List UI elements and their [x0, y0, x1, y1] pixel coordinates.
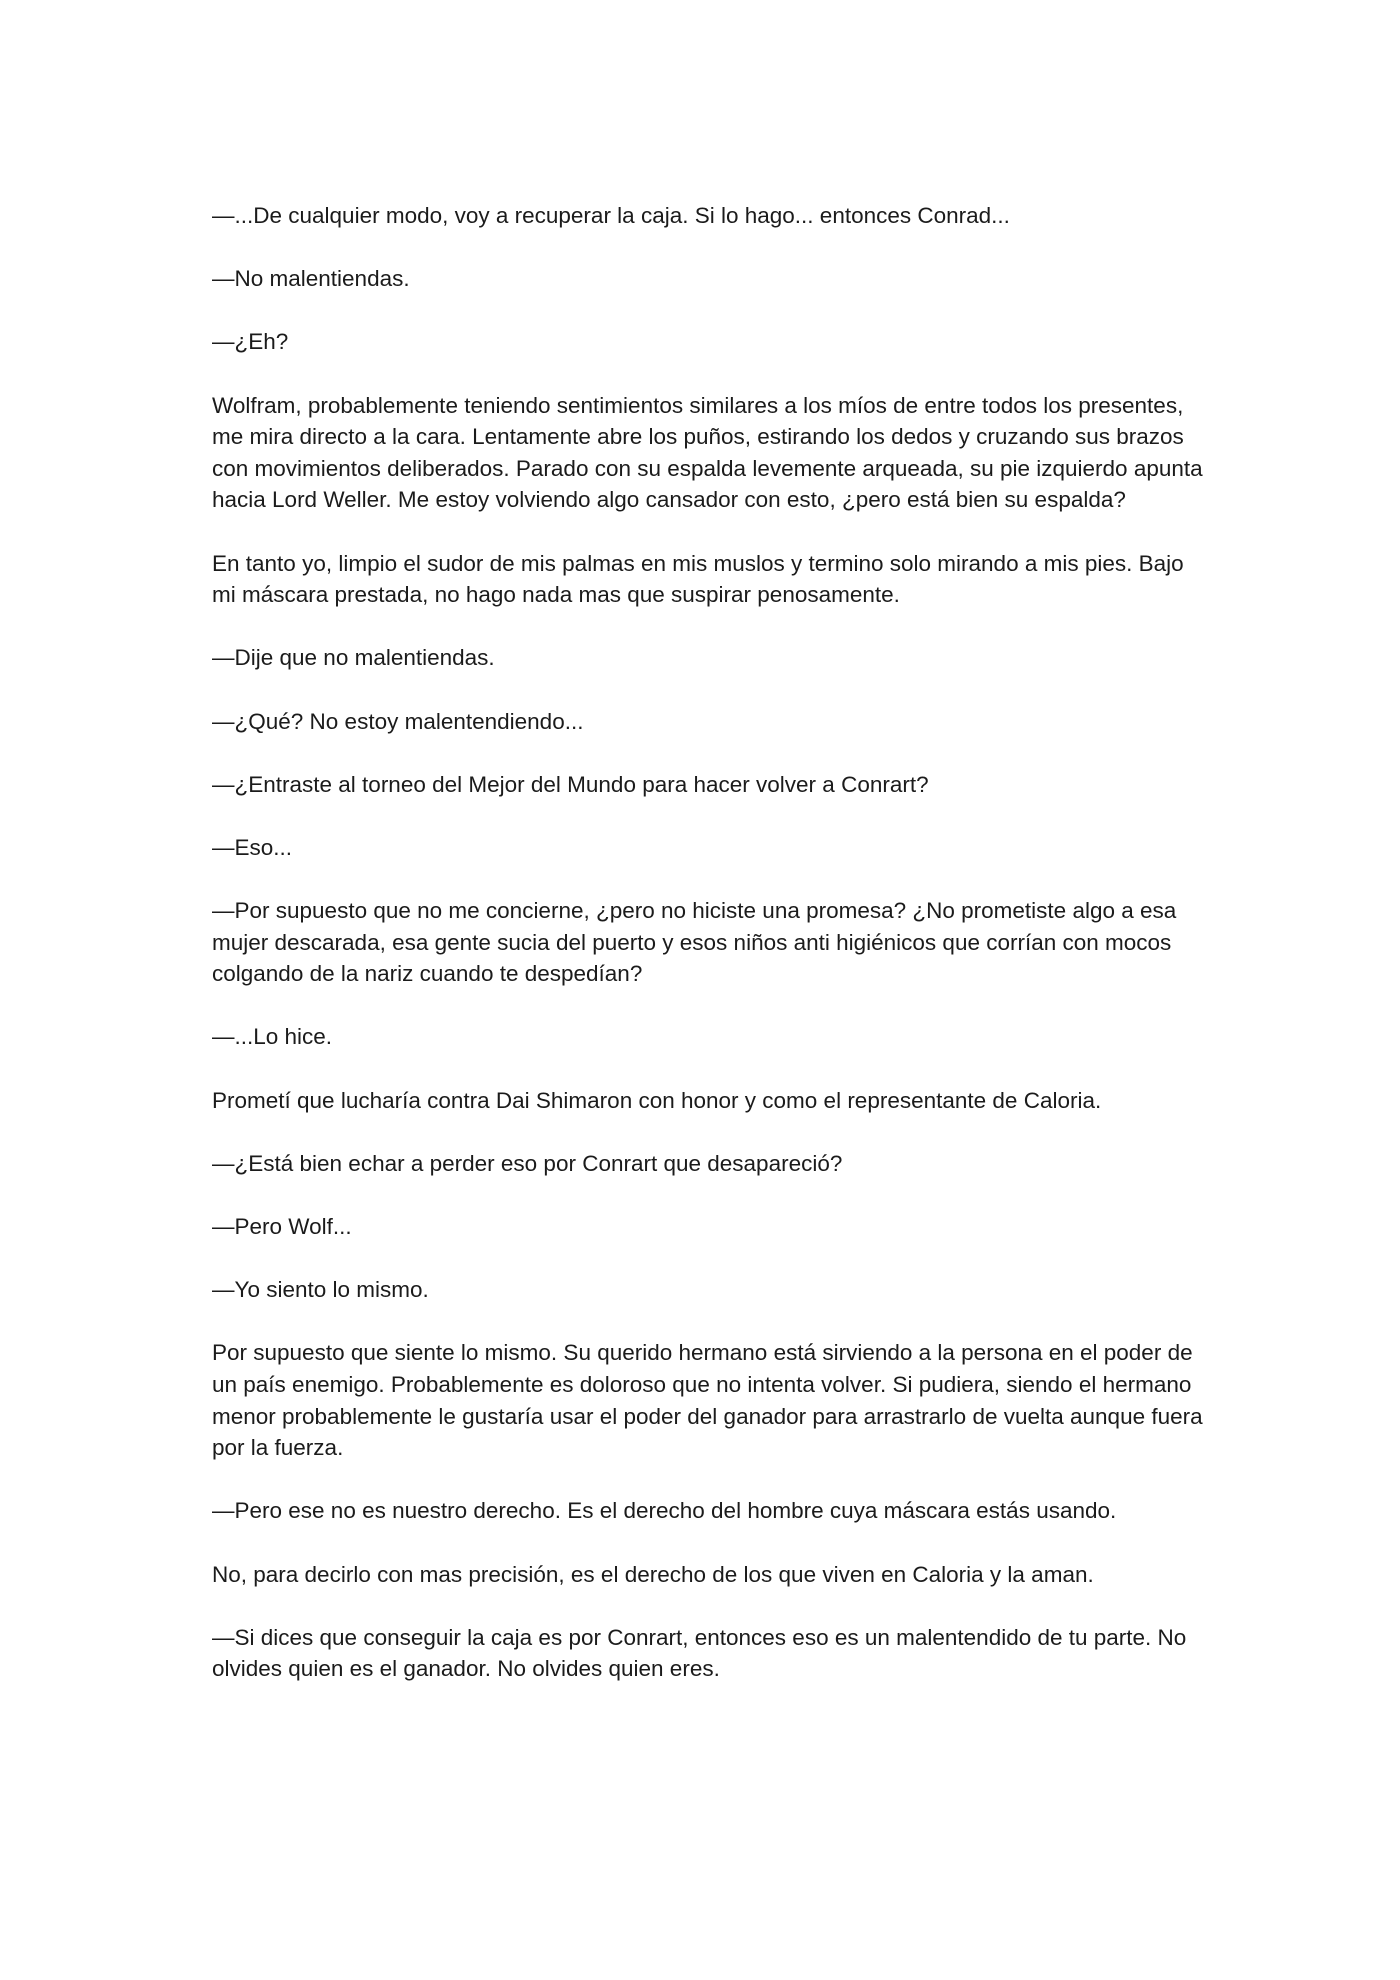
paragraph: Wolfram, probablemente teniendo sentimientos similares a los míos de entre todos los presentes, me mira directo a la cara. Lentamente abre los puños, estirando los dedos y cruzando sus brazos con movimientos deliberados. Parado con su espalda levemente arqueada, su pie izquierdo apunta hacia Lord Weller. Me estoy volviendo algo cansador con esto, ¿pero está bien su espalda? — [212, 392, 1203, 513]
paragraph: —Eso... — [212, 834, 293, 860]
paragraph: No, para decirlo con mas precisión, es el derecho de los que viven en Caloria y la aman. — [212, 1561, 1094, 1587]
paragraph: —Por supuesto que no me concierne, ¿pero no hiciste una promesa? ¿No prometiste algo a esa mujer descarada, esa gente sucia del puerto y esos niños anti higiénicos que corrían con mocos colgando de la nariz cuando te despedían? — [212, 898, 1177, 987]
paragraph: Prometí que lucharía contra Dai Shimaron con honor y como el representante de Caloria. — [212, 1087, 1102, 1113]
paragraph: —...Lo hice. — [212, 1024, 333, 1050]
paragraph: —¿Eh? — [212, 329, 289, 355]
paragraph: —Pero ese no es nuestro derecho. Es el derecho del hombre cuya máscara estás usando. — [212, 1498, 1117, 1524]
paragraph: —Si dices que conseguir la caja es por Conrart, entonces eso es un malentendido de tu parte. No olvides quien es el ganador. No olvides quien eres. — [212, 1624, 1187, 1682]
paragraph: —Yo siento lo mismo. — [212, 1277, 429, 1303]
paragraph: —Dije que no malentiendas. — [212, 645, 495, 671]
paragraph: En tanto yo, limpio el sudor de mis palmas en mis muslos y termino solo mirando a mis pies. Bajo mi máscara prestada, no hago nada mas que suspirar penosamente. — [212, 550, 1184, 608]
paragraph: —No malentiendas. — [212, 266, 410, 292]
paragraph: —¿Qué? No estoy malentendiendo... — [212, 708, 584, 734]
document-page — [212, 200, 1212, 1717]
paragraph: —¿Entraste al torneo del Mejor del Mundo para hacer volver a Conrart? — [212, 771, 929, 797]
paragraph: —Pero Wolf... — [212, 1214, 352, 1239]
paragraph: —¿Está bien echar a perder eso por Conrart que desapareció? — [212, 1150, 843, 1176]
paragraph: Por supuesto que siente lo mismo. Su querido hermano está sirviendo a la persona en el poder de un país enemigo. Probablemente es doloroso que no intenta volver. Si pudiera, siendo el hermano menor probablemente le gustaría usar el poder del ganador para arrastrarlo de vuelta aunque fuera por la fuerza. — [212, 1340, 1203, 1461]
paragraph: —...De cualquier modo, voy a recuperar la caja. Si lo hago... entonces Conrad... — [212, 203, 1010, 228]
